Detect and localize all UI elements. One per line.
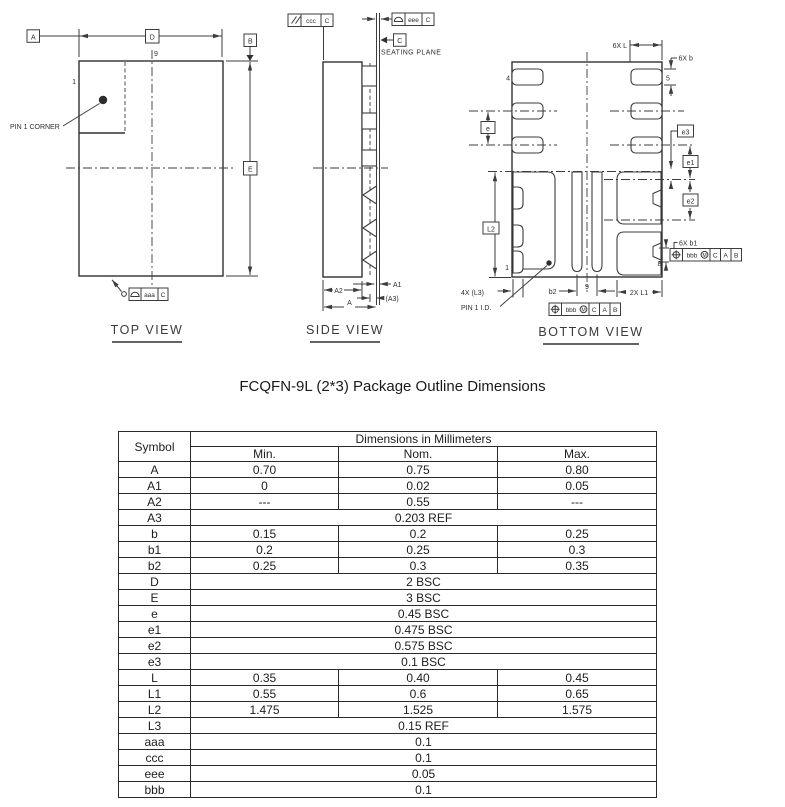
- table-header-symbol: Symbol: [119, 432, 191, 462]
- top-view-title: TOP VIEW: [110, 323, 184, 337]
- seating-plane-label: SEATING PLANE: [381, 49, 442, 57]
- table-cell: 0.25: [339, 542, 498, 558]
- table-cell: b1: [119, 542, 191, 558]
- table-cell: 0.1: [191, 750, 657, 766]
- table-row: [119, 686, 657, 702]
- fcf-aaa-tolerance: aaa: [144, 291, 155, 299]
- side-view: [288, 13, 441, 342]
- table-cell: 0.35: [191, 670, 339, 686]
- dim-d-label: D: [149, 34, 155, 42]
- svg-text:B: B: [613, 306, 618, 314]
- fcf-ccc-datum: C: [324, 17, 330, 25]
- table-row: [119, 574, 657, 590]
- table-cell: 0.75: [339, 462, 498, 478]
- fcf-profile-eee: [392, 13, 434, 26]
- table-cell: 1.575: [498, 702, 657, 718]
- svg-text:M: M: [581, 307, 586, 314]
- dim-4xl3-label: 4X (L3): [461, 289, 484, 297]
- side-view-title: SIDE VIEW: [305, 323, 385, 337]
- table-cell: A2: [119, 494, 191, 510]
- table-cell: A3: [119, 510, 191, 526]
- table-cell: 0.35: [498, 558, 657, 574]
- svg-text:A: A: [723, 252, 728, 260]
- dim-2xl1-label: 2X L1: [629, 289, 649, 297]
- table-cell: bbb: [119, 782, 191, 798]
- pin9-label: 9: [585, 284, 589, 291]
- dim-e-label: e: [486, 125, 490, 133]
- pin8-label: 8: [657, 261, 662, 268]
- fcf-aaa-datum: C: [160, 291, 166, 299]
- table-row: [119, 638, 657, 654]
- table-header-group: Dimensions in Millimeters: [191, 432, 657, 447]
- table-cell: 0.55: [339, 494, 498, 510]
- table-cell: 0.1 BSC: [191, 654, 657, 670]
- dim-6xb1-label: 6X b1: [679, 240, 698, 248]
- dim-a2-label: A2: [334, 287, 343, 295]
- table-cell: E: [119, 590, 191, 606]
- table-cell: 0.15: [191, 526, 339, 542]
- table-cell: ---: [191, 494, 339, 510]
- bottom-view-title: BOTTOM VIEW: [538, 325, 644, 339]
- table-row: [119, 590, 657, 606]
- pin1-corner-label: PIN 1 CORNER: [10, 124, 60, 131]
- svg-text:bbb: bbb: [686, 252, 698, 260]
- svg-text:e3: e3: [681, 129, 690, 137]
- table-cell: 0: [191, 478, 339, 494]
- dim-6xb-label: 6X b: [678, 55, 693, 63]
- table-cell: 0.3: [498, 542, 657, 558]
- table-cell: 0.25: [498, 526, 657, 542]
- dimension-table: [118, 431, 657, 798]
- table-row: [119, 702, 657, 718]
- table-cell: 0.65: [498, 686, 657, 702]
- table-cell: D: [119, 574, 191, 590]
- table-cell: 0.55: [191, 686, 339, 702]
- table-cell: 1.475: [191, 702, 339, 718]
- table-cell: 0.02: [339, 478, 498, 494]
- table-cell: 0.2: [339, 526, 498, 542]
- table-cell: L2: [119, 702, 191, 718]
- table-cell: 0.05: [191, 766, 657, 782]
- svg-text:A: A: [602, 306, 607, 314]
- dimension-table-body: [119, 462, 657, 798]
- table-row: [119, 526, 657, 542]
- datum-a-label: A: [30, 34, 36, 42]
- table-cell: aaa: [119, 734, 191, 750]
- fcf-profile-aaa: [112, 280, 168, 301]
- table-row: [119, 558, 657, 574]
- datum-c-label: C: [397, 38, 403, 46]
- bottom-view: [461, 40, 742, 344]
- figure-caption: FCQFN-9L (2*3) Package Outline Dimensions: [239, 378, 546, 395]
- table-row: [119, 510, 657, 526]
- dim-e-label: E: [247, 166, 253, 174]
- fcf-position-bottom: [549, 303, 621, 316]
- table-cell: e3: [119, 654, 191, 670]
- fcf-parallelism-ccc: [288, 14, 333, 60]
- svg-text:bbb: bbb: [565, 306, 577, 314]
- dim-6xl-label: 6X L: [612, 43, 627, 50]
- table-cell: ---: [498, 494, 657, 510]
- datum-c-triangle: [381, 37, 388, 43]
- table-cell: 0.3: [339, 558, 498, 574]
- table-row: [119, 654, 657, 670]
- table-cell: 0.45 BSC: [191, 606, 657, 622]
- table-row: [119, 718, 657, 734]
- table-cell: 0.80: [498, 462, 657, 478]
- table-row: [119, 622, 657, 638]
- table-row: [119, 750, 657, 766]
- dim-e2: [683, 181, 698, 219]
- side-view-body-outline: [323, 62, 362, 277]
- table-cell: b: [119, 526, 191, 542]
- dim-a1-label: A1: [393, 281, 402, 289]
- table-cell: 0.05: [498, 478, 657, 494]
- pin1-id-dot: [546, 260, 551, 265]
- top-view-package-outline: [79, 61, 223, 276]
- table-row: [119, 670, 657, 686]
- table-row: [119, 606, 657, 622]
- table-cell: 0.1: [191, 734, 657, 750]
- table-row: [119, 478, 657, 494]
- table-cell: 1.525: [339, 702, 498, 718]
- svg-text:C: C: [591, 306, 597, 314]
- table-row: [119, 782, 657, 798]
- pin4-label: 4: [506, 75, 510, 83]
- package-outline-drawing: [0, 0, 785, 368]
- table-cell: 0.45: [498, 670, 657, 686]
- svg-text:C: C: [712, 252, 718, 260]
- table-row: [119, 494, 657, 510]
- dim-e1: [683, 146, 698, 178]
- table-cell: L1: [119, 686, 191, 702]
- table-cell: A: [119, 462, 191, 478]
- table-cell: 0.575 BSC: [191, 638, 657, 654]
- top-view: [10, 29, 258, 342]
- top-view-pin1-label: 1: [72, 79, 76, 86]
- fcf-eee-datum: C: [425, 16, 431, 24]
- table-header-max: Max.: [498, 447, 657, 462]
- table-cell: 0.40: [339, 670, 498, 686]
- table-cell: eee: [119, 766, 191, 782]
- datum-b-label: B: [247, 38, 253, 46]
- pin1-label: 1: [505, 265, 509, 272]
- svg-text:e1: e1: [686, 159, 695, 167]
- svg-text:e2: e2: [686, 198, 695, 206]
- fcf-ccc-tolerance: ccc: [306, 17, 316, 25]
- table-row: [119, 734, 657, 750]
- table-row: [119, 766, 657, 782]
- dim-a-label: A: [347, 299, 352, 307]
- table-cell: 0.25: [191, 558, 339, 574]
- dim-l2-label: L2: [487, 226, 495, 234]
- dim-a3-label: (A3): [385, 295, 399, 303]
- table-cell: 0.475 BSC: [191, 622, 657, 638]
- table-cell: A1: [119, 478, 191, 494]
- datum-c-seating-plane: [381, 34, 442, 57]
- pin1-corner-dot: [99, 96, 107, 104]
- table-row: [119, 542, 657, 558]
- table-cell: 3 BSC: [191, 590, 657, 606]
- table-cell: 0.2: [191, 542, 339, 558]
- side-view-leads: [362, 66, 377, 269]
- datum-b-triangle: [247, 55, 254, 61]
- table-cell: 2 BSC: [191, 574, 657, 590]
- table-cell: 0.15 REF: [191, 718, 657, 734]
- table-cell: b2: [119, 558, 191, 574]
- table-cell: ccc: [119, 750, 191, 766]
- svg-text:M: M: [702, 252, 707, 259]
- table-cell: e1: [119, 622, 191, 638]
- fcf-eee-tolerance: eee: [408, 16, 419, 24]
- table-cell: 0.6: [339, 686, 498, 702]
- dim-b2-label: b2: [548, 288, 557, 296]
- top-view-pin9-label: 9: [154, 51, 158, 58]
- table-cell: e2: [119, 638, 191, 654]
- table-header-nom: Nom.: [339, 447, 498, 462]
- table-cell: 0.203 REF: [191, 510, 657, 526]
- svg-text:B: B: [734, 252, 739, 260]
- fcf-position-b1: [659, 240, 742, 270]
- table-row: [119, 462, 657, 478]
- table-cell: L3: [119, 718, 191, 734]
- pin5-label: 5: [666, 75, 670, 83]
- pin1-id-label: PIN 1 I.D.: [461, 304, 492, 312]
- table-cell: 0.1: [191, 782, 657, 798]
- table-cell: 0.70: [191, 462, 339, 478]
- table-cell: L: [119, 670, 191, 686]
- table-header-min: Min.: [191, 447, 339, 462]
- table-cell: e: [119, 606, 191, 622]
